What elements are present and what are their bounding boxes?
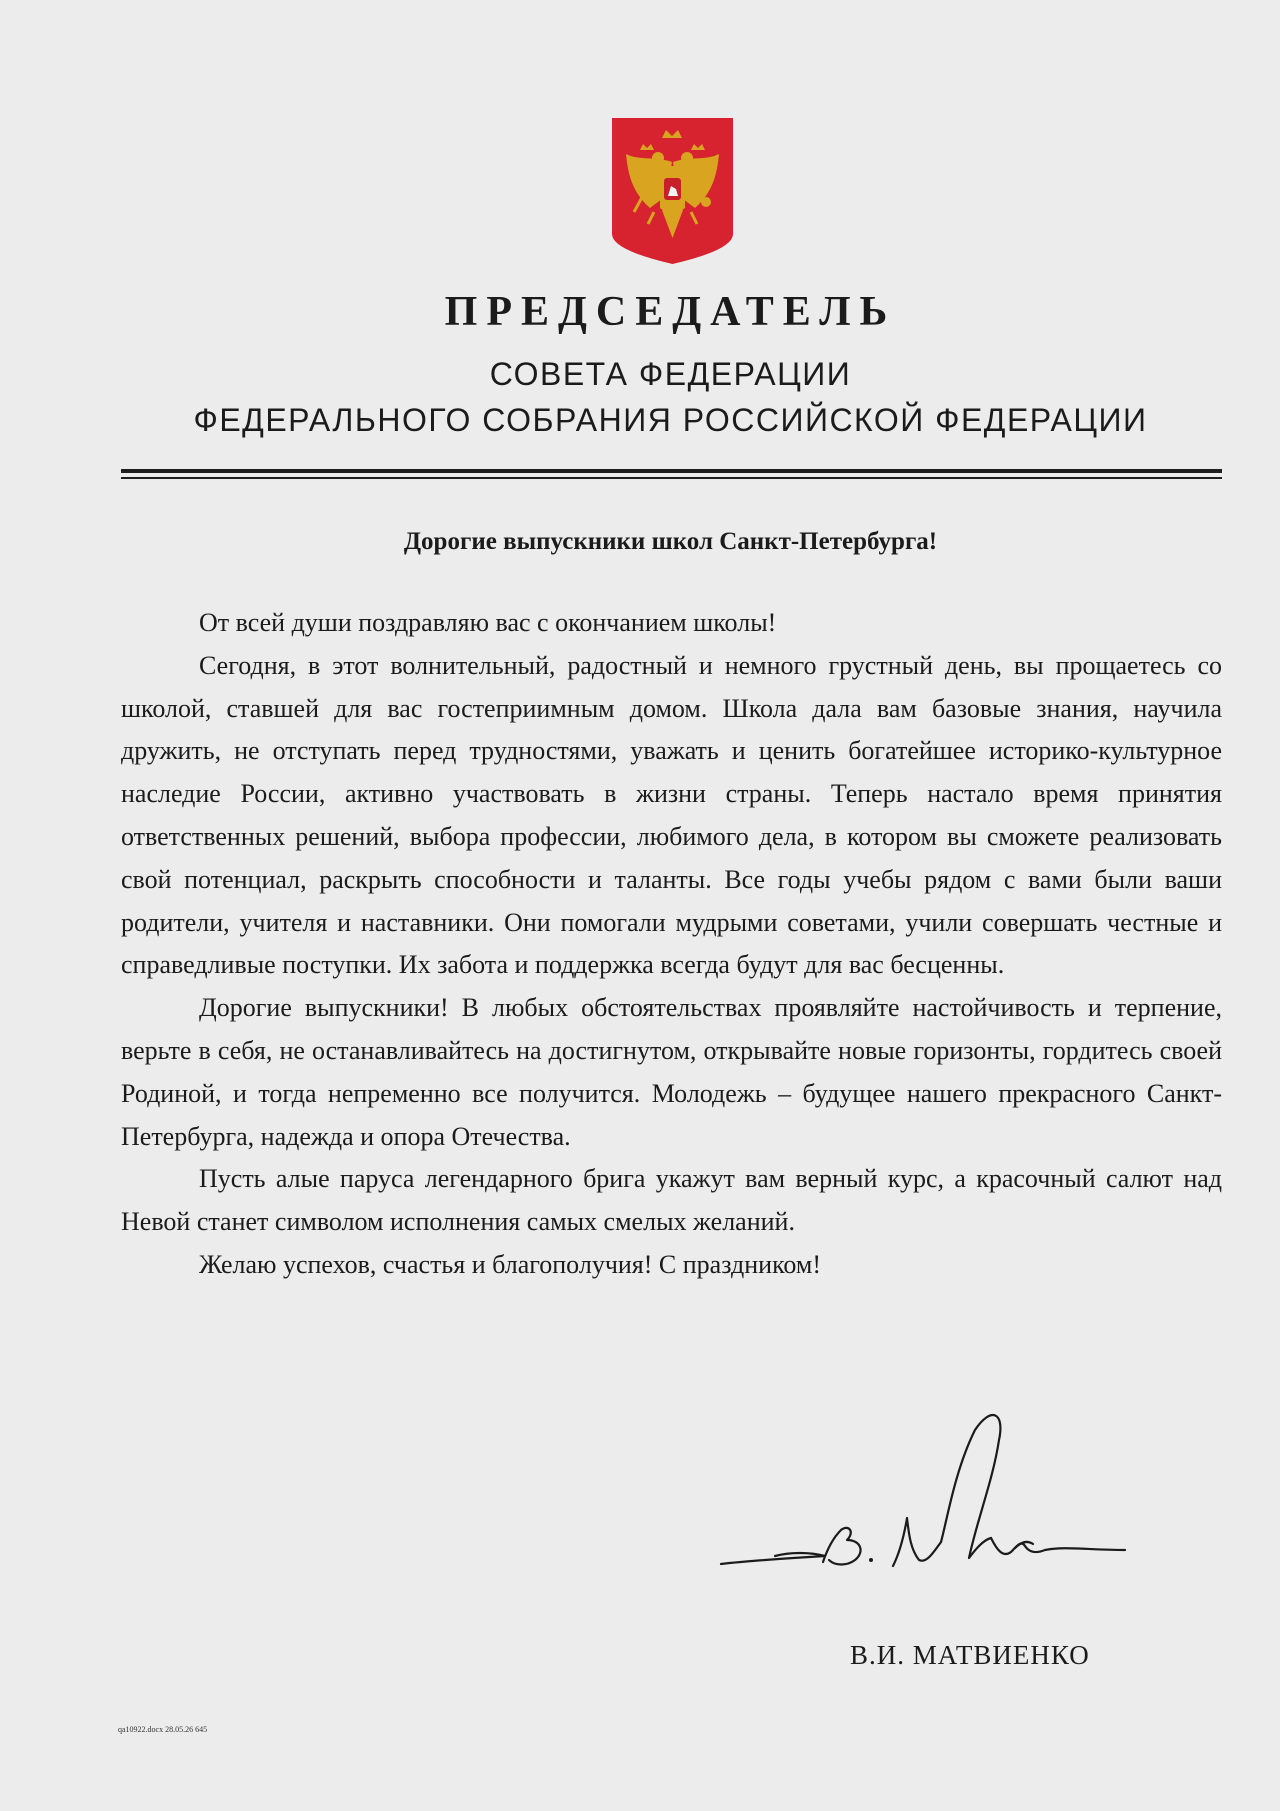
letter-paragraph-4: Пусть алые паруса легендарного брига укажут вам верный курс, а красочный салют над Невой станет символом исполнения самых смелых желаний. [121,1164,1222,1237]
signer-name: В.И. МАТВИЕНКО [850,1640,1090,1670]
letterhead-subtitle-1: СОВЕТА ФЕДЕРАЦИИ [489,356,852,392]
letter-paragraph-5: Желаю успехов, счастья и благополучия! С праздником! [199,1249,822,1279]
letter-body [121,602,1222,1287]
letter-paragraph-3: Дорогие выпускники! В любых обстоятельствах проявляйте настойчивость и терпение, верьте в себя, не останавливайтесь на достигнутом, открывайте новые горизонты, гордитесь своей Родиной, и тогда непременно все получится. Молодежь – будущее нашего прекрасного Санкт-Петербурга, надежда и опора Отечества. [121,993,1222,1151]
letterhead-subtitle-2: ФЕДЕРАЛЬНОГО СОБРАНИЯ РОССИЙСКОЙ ФЕДЕРАЦИИ [193,402,1148,438]
letterhead-rule-thick [121,469,1222,473]
letterhead-title: ПРЕДСЕДАТЕЛЬ [444,289,897,335]
letter-salutation: Дорогие выпускники школ Санкт-Петербурга! [403,528,938,555]
letter-paragraph-2: Сегодня, в этот волнительный, радостный и немного грустный день, вы прощаетесь со школой, ставшей для вас гостеприимным домом. Школа дала вам базовые знания, научила дружить, не отступать перед трудностями, уважать и ценить богатейшее историко-культурное наследие России, активно участвовать в жизни страны. Теперь настало время принятия ответственных решений, выбора профессии, любимого дела, в котором вы сможете реализовать свой потенциал, раскрыть способности и таланты. Все годы учебы рядом с вами были ваши родители, учителя и наставники. Они помогали мудрыми советами, учили совершать честные и справедливые поступки. Их забота и поддержка всегда будут для вас бесценны. [121,650,1222,980]
file-code: qa10922.docx 28.05.26 645 [118,1725,208,1734]
letterhead-rule-thin [121,477,1222,479]
letter-paragraph-1: От всей души поздравляю вас с окончанием школы! [199,608,777,637]
handwritten-signature-icon [715,1400,1135,1600]
russian-coat-of-arms-icon [610,116,735,266]
